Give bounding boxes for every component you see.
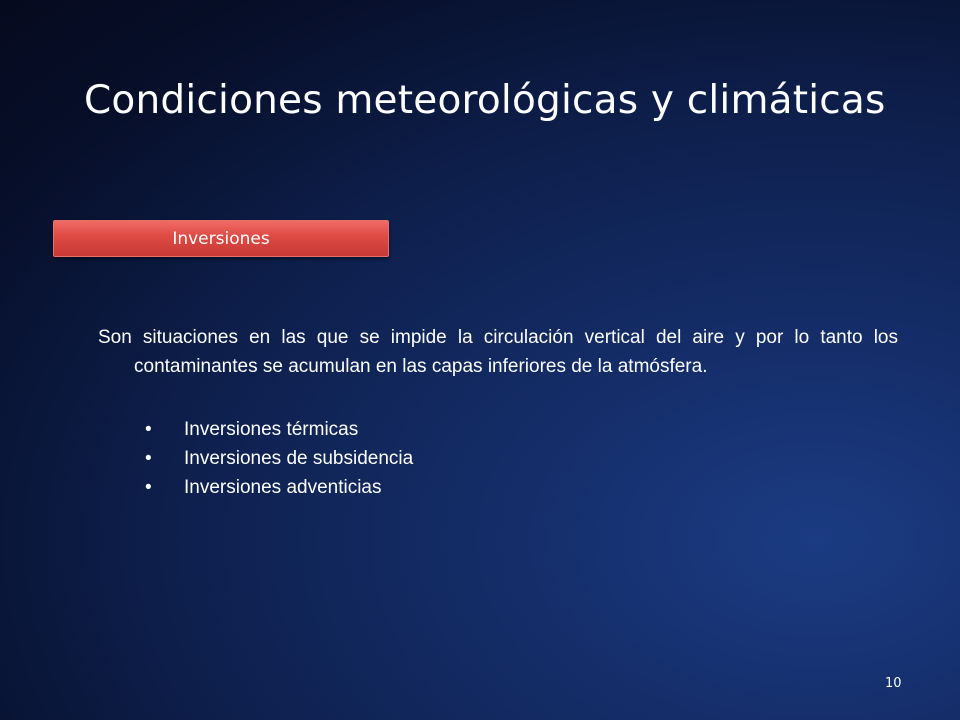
page-number: 10 xyxy=(885,676,902,691)
slide-title: Condiciones meteorológicas y climáticas xyxy=(84,78,886,123)
list-item xyxy=(98,473,898,502)
bullet-icon: • xyxy=(145,419,152,440)
bullet-icon: • xyxy=(145,477,152,498)
list-item-text: Inversiones adventicias xyxy=(184,477,382,498)
list-item xyxy=(98,415,898,444)
list-item-text: Inversiones térmicas xyxy=(184,419,359,440)
content-body xyxy=(98,323,898,502)
list-item-text: Inversiones de subsidencia xyxy=(184,448,414,469)
inversiones-tag-button[interactable] xyxy=(53,220,389,257)
inversion-types-list xyxy=(98,415,898,502)
bullet-icon: • xyxy=(145,448,152,469)
tag-label: Inversiones xyxy=(172,228,270,249)
description-paragraph: Son situaciones en las que se impide la circulación vertical del aire y por lo tanto los contaminantes se acumulan en las capas inferiores de la atmósfera. xyxy=(98,327,898,377)
list-item xyxy=(98,444,898,473)
